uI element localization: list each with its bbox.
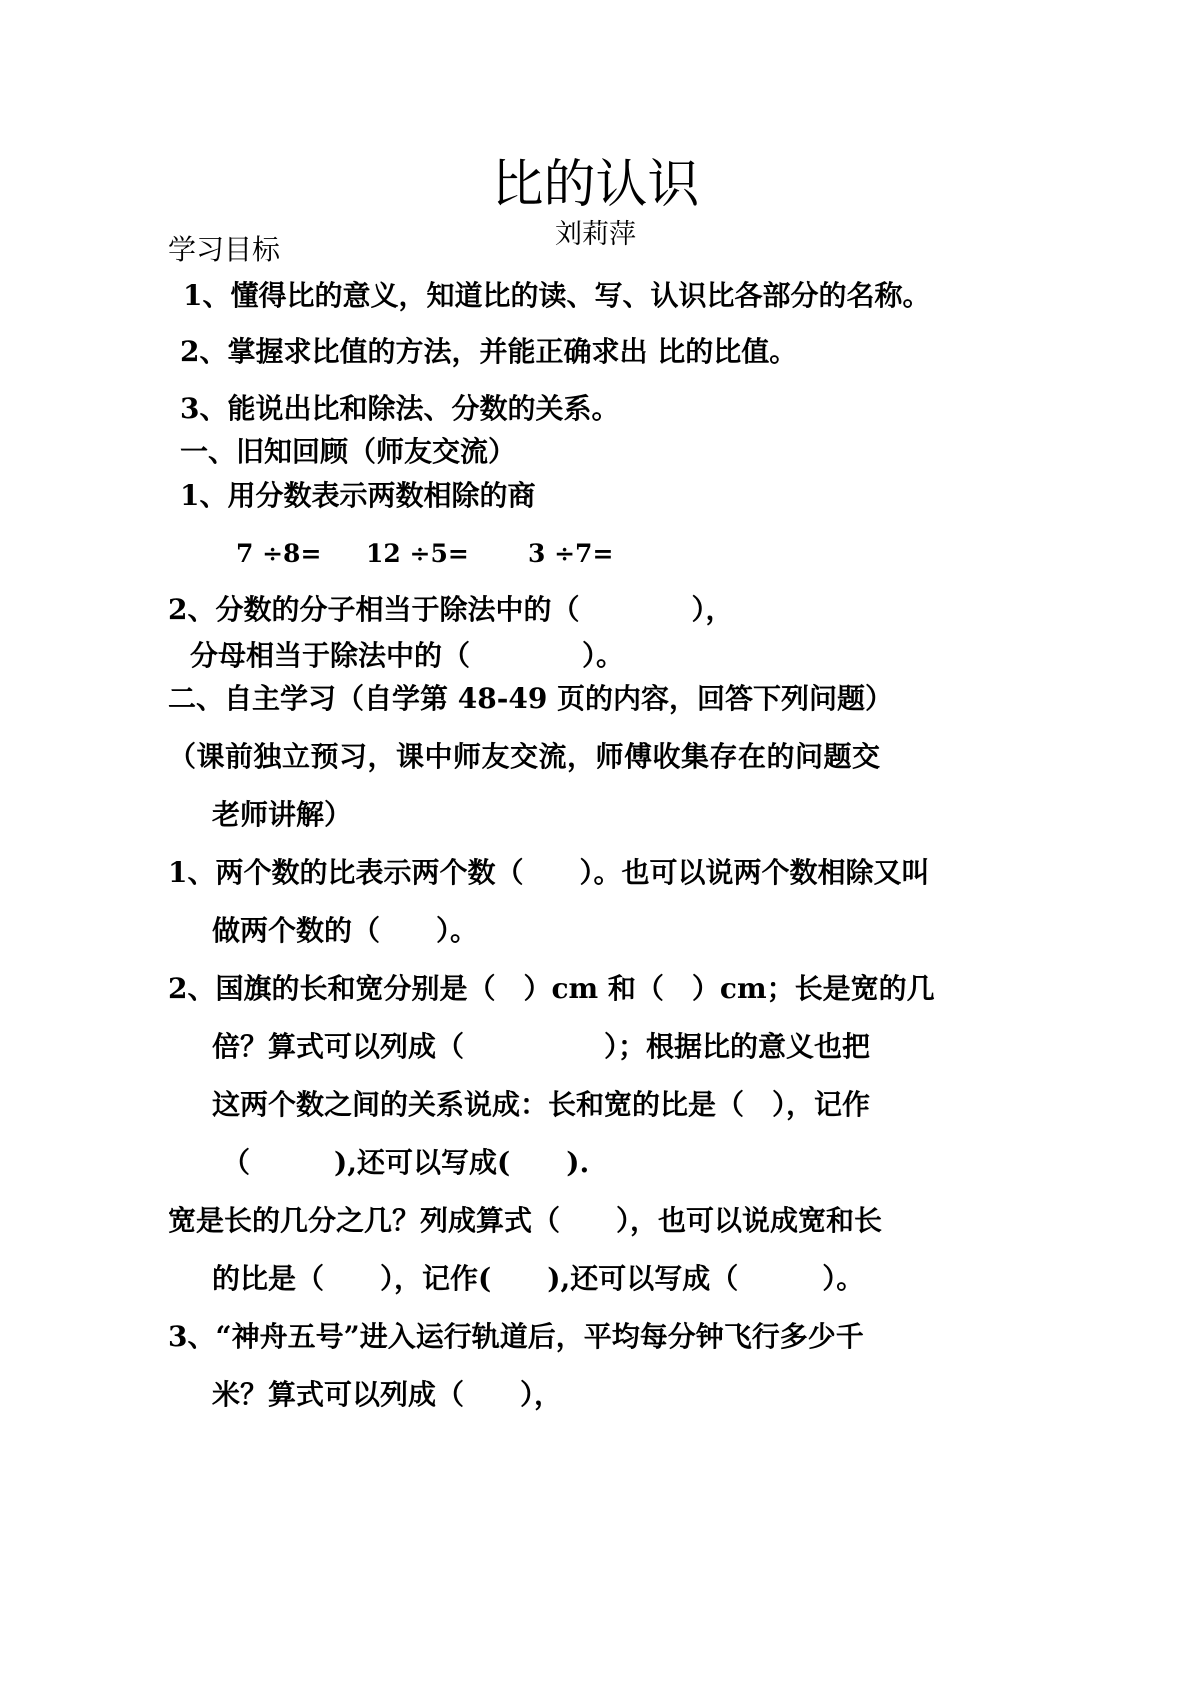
section2-question-2-cont: 的比是（ ），记作( ),还可以写成（ ）。 (212, 1262, 865, 1295)
section2-question-1-cont: 做两个数的（ ）。 (212, 914, 479, 947)
section2-question-2-cont: 倍？算式可以列成（ ）；根据比的意义也把 (212, 1030, 871, 1063)
division-item: 7 ÷8= (236, 539, 322, 568)
section2-question-2-cont: 宽是长的几分之几？列成算式（ ），也可以说成宽和长 (168, 1204, 883, 1237)
section2-note: （课前独立预习，课中师友交流，师傅收集存在的问题交 (168, 740, 881, 773)
section2-question-3-cont: 米？算式可以列成（ ）， (212, 1378, 563, 1411)
page-title: 比的认识 (491, 155, 700, 215)
author-name: 刘莉萍 (555, 219, 636, 250)
section2-heading: 二、自主学习（自学第 48-49 页的内容，回答下列问题） (168, 682, 894, 715)
section1-question-2-cont: 分母相当于除法中的（ ）。 (190, 639, 625, 672)
objectives-heading: 学习目标 (168, 233, 281, 266)
section1-question-2: 2、分数的分子相当于除法中的（ ）， (168, 593, 734, 626)
objective-item: 1、懂得比的意义，知道比的读、写、认识比各部分的名称。 (183, 279, 931, 312)
section2-question-2-cont: 这两个数之间的关系说成：长和宽的比是（ ），记作 (212, 1088, 871, 1121)
section2-question-1: 1、两个数的比表示两个数（ ）。也可以说两个数相除又叫 (168, 856, 930, 889)
section1-heading: 一、旧知回顾（师友交流） (180, 435, 517, 468)
section2-question-2: 2、国旗的长和宽分别是（ ）cm 和（ ）cm；长是宽的几 (168, 972, 935, 1005)
section1-question-1: 1、用分数表示两数相除的商 (180, 479, 536, 512)
division-item: 12 ÷5= (366, 539, 469, 568)
section2-question-2-cont: （ ),还可以写成( ). (222, 1146, 590, 1179)
objective-item: 3、能说出比和除法、分数的关系。 (180, 392, 620, 425)
division-item: 3 ÷7= (528, 539, 614, 568)
section2-note-cont: 老师讲解） (212, 798, 353, 831)
objective-item: 2、掌握求比值的方法，并能正确求出 比的比值。 (180, 335, 798, 368)
section2-question-3: 3、“神舟五号”进入运行轨道后，平均每分钟飞行多少千 (168, 1320, 864, 1353)
